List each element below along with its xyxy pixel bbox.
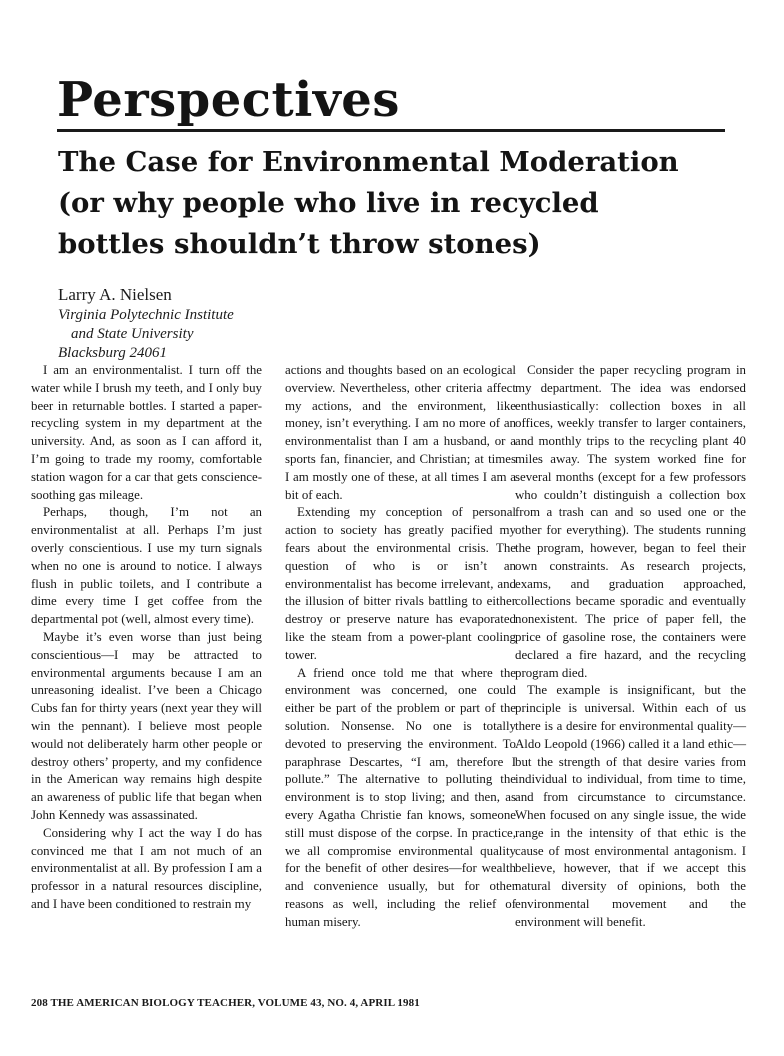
author-name: Larry A. Nielsen — [58, 285, 172, 304]
title-line: The Case for Environmental Moderation — [58, 146, 679, 178]
title-line: bottles shouldn’t throw stones) — [58, 228, 541, 260]
article-title — [58, 142, 679, 265]
body-column-1 — [31, 362, 262, 914]
author-affiliation: Virginia Polytechnic Institute — [58, 307, 234, 323]
paragraph: Extending my conception of personal action to society has greatly pacified my fears about the environmental crisis. The question of who is or isn’t an environmentalist has become irrelevant, and the illusion of bitter rivals battling to either destroy or preserve nature has evaporated like the steam from a power-plant cooling tower. — [285, 505, 516, 662]
body-column-3 — [515, 362, 746, 932]
author-affiliation: and State University — [71, 326, 194, 342]
paragraph: Perhaps, though, I’m not an environmentalist at all. Perhaps I’m just overly conscientious. I use my turn signals when no one is around to notice. I always flush in public toilets, and I contribute a dime every time I get coffee from the departmental pot (well, almost every time). — [31, 505, 262, 627]
paragraph: A friend once told me that where the environment was concerned, one could either be part of the problem or part of the solution. Nonsense. No one is totally devoted to preserving the environment. To paraphrase Descartes, “I am, therefore I pollute.” The alternative to polluting the environment is to stop living; and then, as every Agatha Christie fan knows, someone still must dispose of the corpse. In practice, we all compromise environmental quality for the benefit of other desires—for wealth and convenience usually, but for other reasons as well, including the relief of human misery. — [285, 665, 516, 929]
paragraph: Considering why I act the way I do has convinced me that I am not much of an environmentalist at all. By profession I am a professor in a natural resources discipline, and I have been conditioned to restrain my — [31, 825, 262, 911]
page-footer: 208 THE AMERICAN BIOLOGY TEACHER, VOLUME 43, NO. 4, APRIL 1981 — [31, 997, 420, 1009]
body-column-2 — [285, 362, 516, 932]
heading-rule — [57, 129, 725, 132]
paragraph: Consider the paper recycling program in my department. The idea was endorsed enthusiastically: collection boxes in all offices, weekly transfer to larger containers, and monthly trips to the recycling plant 40 miles away. The system worked fine for several months (except for a few professors who couldn’t distinguish a collection box from a trash can and so used one or the other for everything). The students running the program, however, began to feel their own constraints. As research projects, exams, and graduation approached, collections became sporadic and eventually nonexistent. The price of paper fell, the price of gasoline rose, the containers were declared a fire hazard, and the recycling program died. — [515, 363, 746, 680]
paragraph: actions and thoughts based on an ecological overview. Nevertheless, other criteria affect my actions, and the environment, like money, isn’t everything. I am no more of an environmentalist than I am a husband, or a sports fan, financier, and Christian; at times I am mostly one of these, at all times I am a bit of each. — [285, 363, 516, 502]
title-line: (or why people who live in recycled — [58, 187, 599, 219]
paragraph: Maybe it’s even worse than just being conscientious—I may be attracted to environmental arguments because I am an unreasoning idealist. I’ve been a Chicago Cubs fan for thirty years (next year they will win the pennant). I believe most people would not deliberately harm other people or destroy others’ property, and my confidence in the American way remains high despite an awareness of public life that began when John Kennedy was assassinated. — [31, 629, 262, 822]
paragraph: The example is insignificant, but the principle is universal. Within each of us there is a desire for environmental quality—Aldo Leopold (1966) called it a land ethic—but the strength of that desire varies from individual to individual, from time to time, and from circumstance to circumstance. When focused on any single issue, the wide range in the intensity of that ethic is the cause of most environmental antagonism. I believe, however, that if we accept this natural diversity of opinions, both the environmental movement and the environment will benefit. — [515, 683, 746, 929]
section-heading: Perspectives — [57, 72, 400, 128]
paragraph: I am an environmentalist. I turn off the water while I brush my teeth, and I only buy beer in returnable bottles. I started a paper-recycling system in my department at the university. And, as soon as I can afford it, I’m going to trade my roomy, comfortable station wagon for a car that gets conscience-soothing gas mileage. — [31, 363, 262, 502]
author-location: Blacksburg 24061 — [58, 345, 168, 361]
author-block — [58, 284, 234, 363]
